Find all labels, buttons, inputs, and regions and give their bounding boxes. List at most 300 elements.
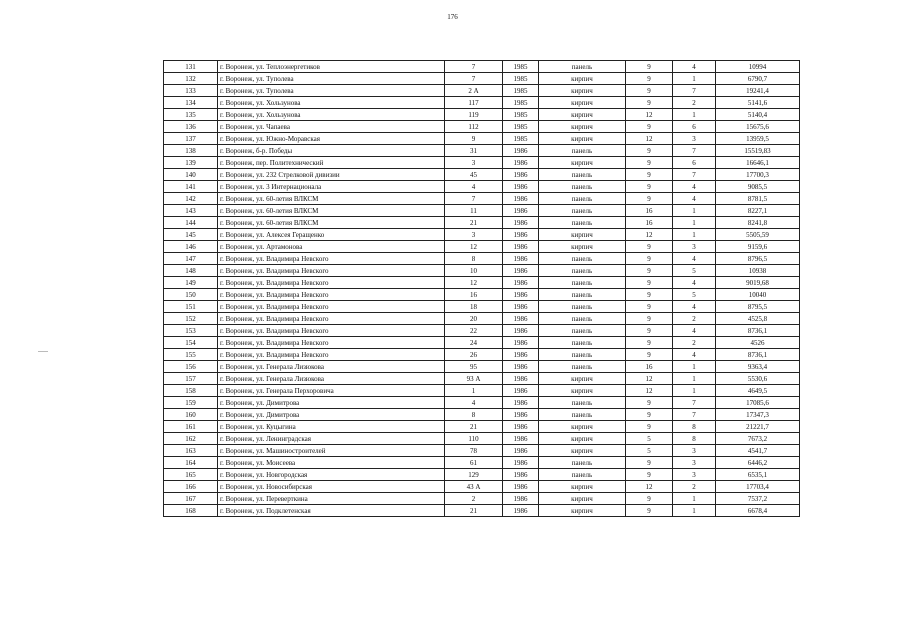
address-cell: г. Воронеж, ул. Владимира Невского xyxy=(218,337,445,349)
address-cell: г. Воронеж, ул. Куцыгина xyxy=(218,421,445,433)
entrances-cell: 5 xyxy=(673,265,716,277)
entrances-cell: 7 xyxy=(673,169,716,181)
wall-material-cell: кирпич xyxy=(539,481,626,493)
entrances-cell: 3 xyxy=(673,133,716,145)
entrances-cell: 4 xyxy=(673,349,716,361)
address-cell: г. Воронеж, ул. Хользунова xyxy=(218,97,445,109)
table-row xyxy=(164,121,800,133)
address-cell: г. Воронеж, б-р. Победы xyxy=(218,145,445,157)
year-built-cell: 1986 xyxy=(503,169,539,181)
house-number-cell: 112 xyxy=(445,121,503,133)
table-row xyxy=(164,205,800,217)
entrances-cell: 1 xyxy=(673,205,716,217)
entrances-cell: 8 xyxy=(673,433,716,445)
floors-cell: 12 xyxy=(626,109,673,121)
year-built-cell: 1986 xyxy=(503,421,539,433)
year-built-cell: 1986 xyxy=(503,505,539,517)
wall-material-cell: панель xyxy=(539,361,626,373)
area-cell: 21221,7 xyxy=(716,421,800,433)
house-number-cell: 3 xyxy=(445,229,503,241)
area-cell: 8736,1 xyxy=(716,325,800,337)
entrances-cell: 7 xyxy=(673,397,716,409)
area-cell: 5140,4 xyxy=(716,109,800,121)
entrances-cell: 3 xyxy=(673,457,716,469)
entrances-cell: 6 xyxy=(673,157,716,169)
house-number-cell: 7 xyxy=(445,193,503,205)
year-built-cell: 1986 xyxy=(503,193,539,205)
row-number: 135 xyxy=(164,109,218,121)
year-built-cell: 1986 xyxy=(503,469,539,481)
area-cell: 6535,1 xyxy=(716,469,800,481)
address-cell: г. Воронеж, ул. 60-летия ВЛКСМ xyxy=(218,217,445,229)
year-built-cell: 1985 xyxy=(503,109,539,121)
address-cell: г. Воронеж, ул. Машиностроителей xyxy=(218,445,445,457)
entrances-cell: 2 xyxy=(673,337,716,349)
floors-cell: 9 xyxy=(626,469,673,481)
wall-material-cell: панель xyxy=(539,205,626,217)
house-number-cell: 2 А xyxy=(445,85,503,97)
entrances-cell: 4 xyxy=(673,61,716,73)
house-number-cell: 24 xyxy=(445,337,503,349)
floors-cell: 9 xyxy=(626,121,673,133)
house-number-cell: 61 xyxy=(445,457,503,469)
area-cell: 15519,83 xyxy=(716,145,800,157)
table-row xyxy=(164,361,800,373)
floors-cell: 9 xyxy=(626,493,673,505)
floors-cell: 9 xyxy=(626,73,673,85)
wall-material-cell: панель xyxy=(539,169,626,181)
entrances-cell: 1 xyxy=(673,361,716,373)
entrances-cell: 4 xyxy=(673,301,716,313)
address-cell: г. Воронеж, ул. Алексея Геращенко xyxy=(218,229,445,241)
wall-material-cell: панель xyxy=(539,301,626,313)
wall-material-cell: панель xyxy=(539,313,626,325)
address-cell: г. Воронеж, ул. Теплоэнергетиков xyxy=(218,61,445,73)
floors-cell: 9 xyxy=(626,289,673,301)
wall-material-cell: кирпич xyxy=(539,385,626,397)
area-cell: 17347,3 xyxy=(716,409,800,421)
margin-mark xyxy=(38,351,48,352)
entrances-cell: 4 xyxy=(673,193,716,205)
table-row xyxy=(164,73,800,85)
address-cell: г. Воронеж, ул. Владимира Невского xyxy=(218,301,445,313)
floors-cell: 9 xyxy=(626,181,673,193)
row-number: 150 xyxy=(164,289,218,301)
row-number: 165 xyxy=(164,469,218,481)
floors-cell: 9 xyxy=(626,85,673,97)
row-number: 132 xyxy=(164,73,218,85)
entrances-cell: 1 xyxy=(673,73,716,85)
entrances-cell: 4 xyxy=(673,277,716,289)
table-row xyxy=(164,85,800,97)
table-row xyxy=(164,169,800,181)
row-number: 143 xyxy=(164,205,218,217)
entrances-cell: 2 xyxy=(673,481,716,493)
house-number-cell: 4 xyxy=(445,397,503,409)
year-built-cell: 1986 xyxy=(503,325,539,337)
wall-material-cell: кирпич xyxy=(539,73,626,85)
floors-cell: 12 xyxy=(626,481,673,493)
house-number-cell: 2 xyxy=(445,493,503,505)
row-number: 136 xyxy=(164,121,218,133)
year-built-cell: 1986 xyxy=(503,301,539,313)
year-built-cell: 1985 xyxy=(503,97,539,109)
year-built-cell: 1986 xyxy=(503,265,539,277)
year-built-cell: 1986 xyxy=(503,205,539,217)
year-built-cell: 1986 xyxy=(503,145,539,157)
floors-cell: 12 xyxy=(626,229,673,241)
address-cell: г. Воронеж, ул. Владимира Невского xyxy=(218,253,445,265)
wall-material-cell: панель xyxy=(539,325,626,337)
page-number: 176 xyxy=(447,13,458,21)
year-built-cell: 1985 xyxy=(503,85,539,97)
area-cell: 5530,6 xyxy=(716,373,800,385)
table-row xyxy=(164,373,800,385)
row-number: 154 xyxy=(164,337,218,349)
entrances-cell: 1 xyxy=(673,229,716,241)
area-cell: 4526 xyxy=(716,337,800,349)
floors-cell: 9 xyxy=(626,193,673,205)
row-number: 144 xyxy=(164,217,218,229)
floors-cell: 9 xyxy=(626,241,673,253)
area-cell: 8795,5 xyxy=(716,301,800,313)
row-number: 142 xyxy=(164,193,218,205)
wall-material-cell: панель xyxy=(539,181,626,193)
area-cell: 8796,5 xyxy=(716,253,800,265)
table-row xyxy=(164,265,800,277)
floors-cell: 9 xyxy=(626,397,673,409)
table-row xyxy=(164,433,800,445)
table-row xyxy=(164,421,800,433)
floors-cell: 9 xyxy=(626,265,673,277)
house-number-cell: 21 xyxy=(445,505,503,517)
row-number: 166 xyxy=(164,481,218,493)
house-number-cell: 31 xyxy=(445,145,503,157)
house-number-cell: 22 xyxy=(445,325,503,337)
entrances-cell: 7 xyxy=(673,145,716,157)
area-cell: 17700,3 xyxy=(716,169,800,181)
house-number-cell: 78 xyxy=(445,445,503,457)
wall-material-cell: панель xyxy=(539,217,626,229)
address-cell: г. Воронеж, ул. Туполева xyxy=(218,85,445,97)
table-row xyxy=(164,337,800,349)
table-row xyxy=(164,397,800,409)
row-number: 145 xyxy=(164,229,218,241)
floors-cell: 9 xyxy=(626,253,673,265)
wall-material-cell: кирпич xyxy=(539,85,626,97)
floors-cell: 9 xyxy=(626,421,673,433)
year-built-cell: 1986 xyxy=(503,397,539,409)
house-number-cell: 119 xyxy=(445,109,503,121)
wall-material-cell: кирпич xyxy=(539,121,626,133)
floors-cell: 9 xyxy=(626,457,673,469)
year-built-cell: 1986 xyxy=(503,253,539,265)
wall-material-cell: кирпич xyxy=(539,133,626,145)
area-cell: 9363,4 xyxy=(716,361,800,373)
area-cell: 6446,2 xyxy=(716,457,800,469)
house-number-cell: 8 xyxy=(445,253,503,265)
housing-register-table xyxy=(163,60,800,517)
area-cell: 15675,6 xyxy=(716,121,800,133)
entrances-cell: 1 xyxy=(673,109,716,121)
table-row xyxy=(164,385,800,397)
wall-material-cell: кирпич xyxy=(539,433,626,445)
area-cell: 7537,2 xyxy=(716,493,800,505)
row-number: 137 xyxy=(164,133,218,145)
row-number: 161 xyxy=(164,421,218,433)
floors-cell: 12 xyxy=(626,373,673,385)
house-number-cell: 18 xyxy=(445,301,503,313)
year-built-cell: 1985 xyxy=(503,73,539,85)
house-number-cell: 93 А xyxy=(445,373,503,385)
address-cell: г. Воронеж, ул. Владимира Невского xyxy=(218,265,445,277)
year-built-cell: 1985 xyxy=(503,121,539,133)
entrances-cell: 4 xyxy=(673,253,716,265)
address-cell: г. Воронеж, ул. Генерала Перхоровича xyxy=(218,385,445,397)
year-built-cell: 1986 xyxy=(503,349,539,361)
wall-material-cell: панель xyxy=(539,457,626,469)
house-number-cell: 95 xyxy=(445,361,503,373)
row-number: 159 xyxy=(164,397,218,409)
floors-cell: 9 xyxy=(626,145,673,157)
table-row xyxy=(164,277,800,289)
row-number: 167 xyxy=(164,493,218,505)
table-row xyxy=(164,241,800,253)
area-cell: 16646,1 xyxy=(716,157,800,169)
table-body xyxy=(164,61,800,517)
floors-cell: 9 xyxy=(626,349,673,361)
wall-material-cell: кирпич xyxy=(539,157,626,169)
wall-material-cell: панель xyxy=(539,193,626,205)
year-built-cell: 1986 xyxy=(503,229,539,241)
entrances-cell: 2 xyxy=(673,97,716,109)
row-number: 151 xyxy=(164,301,218,313)
house-number-cell: 45 xyxy=(445,169,503,181)
house-number-cell: 117 xyxy=(445,97,503,109)
house-number-cell: 21 xyxy=(445,421,503,433)
wall-material-cell: панель xyxy=(539,289,626,301)
wall-material-cell: панель xyxy=(539,61,626,73)
address-cell: г. Воронеж, ул. Переверткина xyxy=(218,493,445,505)
area-cell: 9019,68 xyxy=(716,277,800,289)
wall-material-cell: панель xyxy=(539,349,626,361)
wall-material-cell: кирпич xyxy=(539,241,626,253)
house-number-cell: 20 xyxy=(445,313,503,325)
wall-material-cell: панель xyxy=(539,397,626,409)
floors-cell: 9 xyxy=(626,277,673,289)
address-cell: г. Воронеж, ул. Владимира Невского xyxy=(218,349,445,361)
row-number: 168 xyxy=(164,505,218,517)
row-number: 140 xyxy=(164,169,218,181)
area-cell: 10994 xyxy=(716,61,800,73)
table-row xyxy=(164,61,800,73)
row-number: 147 xyxy=(164,253,218,265)
floors-cell: 12 xyxy=(626,385,673,397)
entrances-cell: 3 xyxy=(673,241,716,253)
table-row xyxy=(164,349,800,361)
address-cell: г. Воронеж, ул. Новосибирская xyxy=(218,481,445,493)
table-row xyxy=(164,505,800,517)
house-number-cell: 10 xyxy=(445,265,503,277)
address-cell: г. Воронеж, ул. 60-летия ВЛКСМ xyxy=(218,193,445,205)
wall-material-cell: кирпич xyxy=(539,445,626,457)
house-number-cell: 12 xyxy=(445,241,503,253)
row-number: 131 xyxy=(164,61,218,73)
year-built-cell: 1986 xyxy=(503,157,539,169)
row-number: 155 xyxy=(164,349,218,361)
house-number-cell: 1 xyxy=(445,385,503,397)
wall-material-cell: кирпич xyxy=(539,373,626,385)
address-cell: г. Воронеж, ул. Владимира Невского xyxy=(218,289,445,301)
table-row xyxy=(164,409,800,421)
table-row xyxy=(164,313,800,325)
table-row xyxy=(164,493,800,505)
address-cell: г. Воронеж, ул. Генерала Лизюкова xyxy=(218,361,445,373)
table-row xyxy=(164,181,800,193)
house-number-cell: 26 xyxy=(445,349,503,361)
entrances-cell: 7 xyxy=(673,409,716,421)
table-row xyxy=(164,457,800,469)
table-row xyxy=(164,229,800,241)
address-cell: г. Воронеж, ул. Артамонова xyxy=(218,241,445,253)
entrances-cell: 5 xyxy=(673,289,716,301)
row-number: 156 xyxy=(164,361,218,373)
table-row xyxy=(164,445,800,457)
wall-material-cell: панель xyxy=(539,265,626,277)
floors-cell: 9 xyxy=(626,61,673,73)
floors-cell: 9 xyxy=(626,337,673,349)
area-cell: 10040 xyxy=(716,289,800,301)
house-number-cell: 16 xyxy=(445,289,503,301)
table-row xyxy=(164,157,800,169)
wall-material-cell: кирпич xyxy=(539,421,626,433)
address-cell: г. Воронеж, ул. Владимира Невского xyxy=(218,325,445,337)
house-number-cell: 21 xyxy=(445,217,503,229)
year-built-cell: 1985 xyxy=(503,61,539,73)
row-number: 141 xyxy=(164,181,218,193)
year-built-cell: 1986 xyxy=(503,493,539,505)
address-cell: г. Воронеж, ул. Туполева xyxy=(218,73,445,85)
floors-cell: 12 xyxy=(626,133,673,145)
area-cell: 19241,4 xyxy=(716,85,800,97)
wall-material-cell: кирпич xyxy=(539,493,626,505)
row-number: 133 xyxy=(164,85,218,97)
row-number: 146 xyxy=(164,241,218,253)
table-row xyxy=(164,289,800,301)
house-number-cell: 3 xyxy=(445,157,503,169)
address-cell: г. Воронеж, ул. Моисеева xyxy=(218,457,445,469)
table-row xyxy=(164,325,800,337)
year-built-cell: 1986 xyxy=(503,217,539,229)
entrances-cell: 8 xyxy=(673,421,716,433)
row-number: 163 xyxy=(164,445,218,457)
address-cell: г. Воронеж, ул. Владимира Невского xyxy=(218,277,445,289)
address-cell: г. Воронеж, пер. Политехнический xyxy=(218,157,445,169)
year-built-cell: 1986 xyxy=(503,433,539,445)
area-cell: 8781,5 xyxy=(716,193,800,205)
address-cell: г. Воронеж, ул. Ленинградская xyxy=(218,433,445,445)
row-number: 139 xyxy=(164,157,218,169)
floors-cell: 9 xyxy=(626,313,673,325)
address-cell: г. Воронеж, ул. Генерала Лизюкова xyxy=(218,373,445,385)
area-cell: 13959,5 xyxy=(716,133,800,145)
row-number: 157 xyxy=(164,373,218,385)
house-number-cell: 12 xyxy=(445,277,503,289)
house-number-cell: 110 xyxy=(445,433,503,445)
address-cell: г. Воронеж, ул. Подклетенская xyxy=(218,505,445,517)
row-number: 158 xyxy=(164,385,218,397)
area-cell: 4525,8 xyxy=(716,313,800,325)
table-row xyxy=(164,217,800,229)
area-cell: 5505,59 xyxy=(716,229,800,241)
year-built-cell: 1985 xyxy=(503,133,539,145)
address-cell: г. Воронеж, ул. 232 Стрелковой дивизии xyxy=(218,169,445,181)
area-cell: 9085,5 xyxy=(716,181,800,193)
entrances-cell: 1 xyxy=(673,505,716,517)
area-cell: 17085,6 xyxy=(716,397,800,409)
house-number-cell: 129 xyxy=(445,469,503,481)
floors-cell: 16 xyxy=(626,217,673,229)
entrances-cell: 3 xyxy=(673,469,716,481)
entrances-cell: 1 xyxy=(673,217,716,229)
year-built-cell: 1986 xyxy=(503,481,539,493)
row-number: 164 xyxy=(164,457,218,469)
address-cell: г. Воронеж, ул. 3 Интернационала xyxy=(218,181,445,193)
entrances-cell: 4 xyxy=(673,325,716,337)
area-cell: 6790,7 xyxy=(716,73,800,85)
address-cell: г. Воронеж, ул. Димитрова xyxy=(218,409,445,421)
table-row xyxy=(164,253,800,265)
row-number: 162 xyxy=(164,433,218,445)
area-cell: 7673,2 xyxy=(716,433,800,445)
year-built-cell: 1986 xyxy=(503,181,539,193)
wall-material-cell: кирпич xyxy=(539,109,626,121)
wall-material-cell: кирпич xyxy=(539,97,626,109)
floors-cell: 5 xyxy=(626,445,673,457)
entrances-cell: 4 xyxy=(673,181,716,193)
address-cell: г. Воронеж, ул. Новгородская xyxy=(218,469,445,481)
year-built-cell: 1986 xyxy=(503,289,539,301)
house-number-cell: 43 А xyxy=(445,481,503,493)
floors-cell: 9 xyxy=(626,301,673,313)
address-cell: г. Воронеж, ул. Южно-Моравская xyxy=(218,133,445,145)
area-cell: 4649,5 xyxy=(716,385,800,397)
floors-cell: 9 xyxy=(626,169,673,181)
wall-material-cell: панель xyxy=(539,469,626,481)
year-built-cell: 1986 xyxy=(503,409,539,421)
area-cell: 17703,4 xyxy=(716,481,800,493)
wall-material-cell: кирпич xyxy=(539,229,626,241)
table-row xyxy=(164,97,800,109)
area-cell: 8736,1 xyxy=(716,349,800,361)
wall-material-cell: кирпич xyxy=(539,505,626,517)
floors-cell: 9 xyxy=(626,409,673,421)
floors-cell: 16 xyxy=(626,361,673,373)
table-row xyxy=(164,109,800,121)
entrances-cell: 2 xyxy=(673,313,716,325)
row-number: 134 xyxy=(164,97,218,109)
house-number-cell: 4 xyxy=(445,181,503,193)
address-cell: г. Воронеж, ул. Владимира Невского xyxy=(218,313,445,325)
entrances-cell: 7 xyxy=(673,85,716,97)
floors-cell: 9 xyxy=(626,325,673,337)
house-number-cell: 11 xyxy=(445,205,503,217)
row-number: 149 xyxy=(164,277,218,289)
year-built-cell: 1986 xyxy=(503,313,539,325)
table-row xyxy=(164,193,800,205)
table-row xyxy=(164,301,800,313)
wall-material-cell: панель xyxy=(539,409,626,421)
